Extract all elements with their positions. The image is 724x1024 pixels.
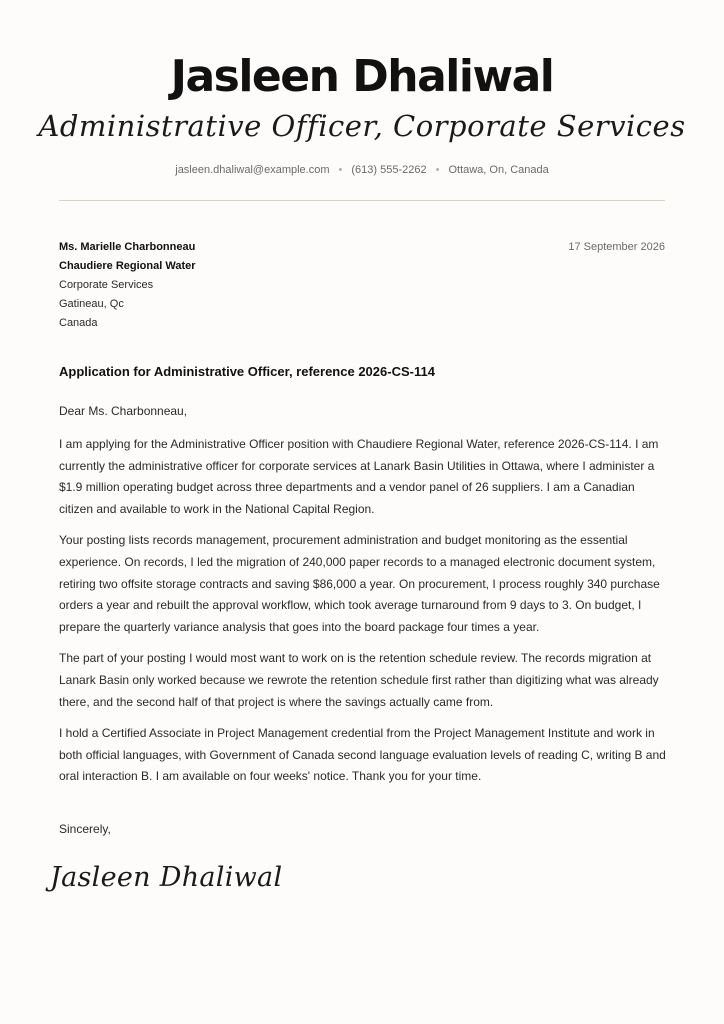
contact-separator: •	[435, 164, 440, 176]
recipient-department: Corporate Services	[59, 279, 154, 291]
contact-line	[0, 163, 724, 177]
body-paragraph: The part of your posting I would most want to work on is the retention schedule review. The records migration at Lanark Basin only worked because we rewrote the retention schedule first rather than digitizing what was already there, and the second half of that project is where the savings actually came from.	[59, 651, 659, 709]
salutation: Dear Ms. Charbonneau,	[59, 404, 188, 418]
applicant-role: Administrative Officer, Corporate Services	[38, 109, 686, 143]
letter-body	[59, 434, 667, 798]
recipient-country: Canada	[59, 317, 98, 329]
letter-subject: Application for Administrative Officer, reference 2026-CS-114	[59, 364, 435, 379]
contact-phone: (613) 555-2262	[351, 164, 427, 176]
recipient-block	[59, 238, 196, 333]
body-paragraph: I hold a Certified Associate in Project Management credential from the Project Management Institute and work in both official languages, with Government of Canada second language evaluation levels of reading C, writing B and oral interaction B. I am available on four weeks' notice. Thank you for your time.	[59, 726, 666, 784]
body-paragraph: I am applying for the Administrative Officer position with Chaudiere Regional Water, reference 2026-CS-114. I am currently the administrative officer for corporate services at Lanark Basin Utilities in Ottawa, where I administer a $1.9 million operating budget across three departments and a vendor panel of 26 suppliers. I am a Canadian citizen and available to work in the National Capital Region.	[59, 437, 659, 516]
recipient-city: Gatineau, Qc	[59, 298, 124, 310]
contact-separator: •	[338, 164, 343, 176]
contact-email: jasleen.dhaliwal@example.com	[175, 164, 330, 176]
contact-location: Ottawa, On, Canada	[448, 164, 549, 176]
recipient-name: Ms. Marielle Charbonneau	[59, 241, 196, 253]
recipient-organization: Chaudiere Regional Water	[59, 260, 196, 272]
letter-date: 17 September 2026	[568, 241, 665, 253]
closing: Sincerely,	[59, 822, 111, 836]
applicant-name: Jasleen Dhaliwal	[170, 51, 554, 102]
body-paragraph: Your posting lists records management, procurement administration and budget monitoring as the essential experience. On records, I led the migration of 240,000 paper records to a managed electronic document system, retiring two offsite storage contracts and saving $86,000 a year. On procurement, I process roughly 340 purchase orders a year and rebuilt the approval workflow, which took average turnaround from 9 days to 3. On budget, I prepare the quarterly variance analysis that goes into the board package four times a year.	[59, 533, 660, 634]
header-divider	[59, 200, 665, 201]
signature: Jasleen Dhaliwal	[50, 862, 283, 893]
